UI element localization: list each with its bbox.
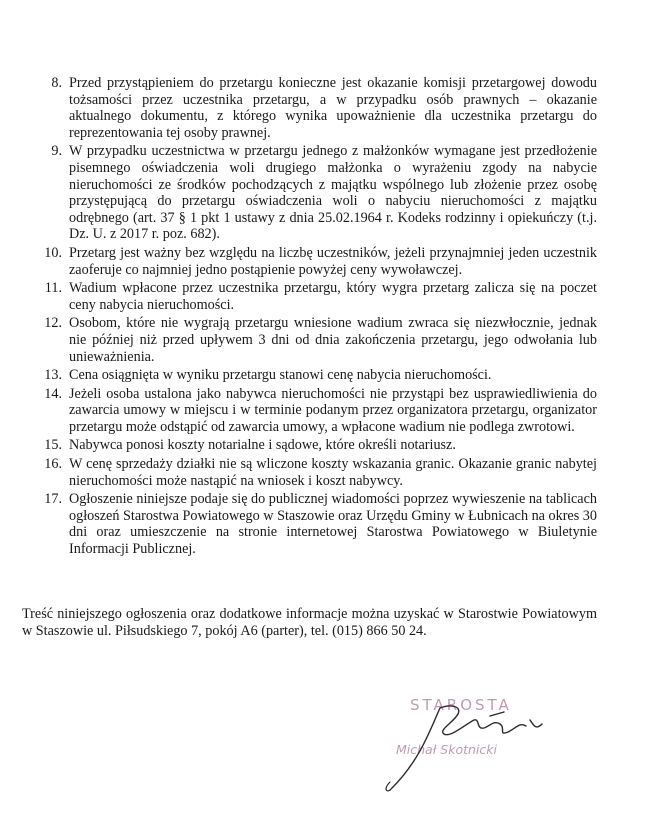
list-item bbox=[22, 75, 597, 141]
list-item bbox=[22, 456, 597, 489]
stamp-name: Michał Skotnicki bbox=[396, 742, 497, 757]
list-item bbox=[22, 367, 597, 384]
item-number: 8. bbox=[51, 75, 62, 91]
handwritten-signature bbox=[370, 690, 580, 800]
stamp-title: STAROSTA bbox=[410, 696, 512, 714]
list-item bbox=[22, 437, 597, 454]
list-item bbox=[22, 491, 597, 557]
official-stamp bbox=[370, 690, 580, 800]
list-item bbox=[22, 245, 597, 278]
contact-info-paragraph: Treść niniejszego ogłoszenia oraz dodatkowe informacje można uzyskać w Starostwie Powiatowym w Staszowie ul. Piłsudskiego 7, pokój A6 (parter), tel. (015) 866 50 24. bbox=[22, 606, 597, 640]
item-number: 13. bbox=[44, 367, 62, 384]
list-item bbox=[22, 386, 597, 436]
item-text: W przypadku uczestnictwa w przetargu jednego z małżonków wymagane jest przedłożenie pisemnego oświadczenia woli drugiego małżonka o wyrażeniu zgody na nabycie nieruchomości ze środków pochodzących z majątku wspólnego lub złożenie przez osobę przystępującą do przetargu oświadczenia woli o nabyciu nieruchomości z majątku odrębnego (art. 37 § 1 pkt 1 ustawy z dnia 25.02.1964 r. Kodeks rodzinny i opiekuńczy (t.j. Dz. U. z 2017 r. poz. 682). bbox=[69, 143, 597, 243]
item-text: Jeżeli osoba ustalona jako nabywca nieruchomości nie przystąpi bez usprawiedliwienia do zawarcia umowy w miejscu i w terminie podanym przez organizatora przetargu, organizator przetargu może odstąpić od zawarcia umowy, a wpłacone wadium nie podlega zwrotowi. bbox=[69, 385, 597, 435]
item-text: Przetarg jest ważny bez względu na liczbę uczestników, jeżeli przynajmniej jeden uczestnik zaoferuje co najmniej jedno postąpienie powyżej ceny wywoławczej. bbox=[69, 244, 597, 278]
item-text: Cena osiągnięta w wyniku przetargu stanowi cenę nabycia nieruchomości. bbox=[69, 367, 492, 384]
item-number: 16. bbox=[44, 456, 62, 473]
list-item bbox=[22, 315, 597, 365]
item-text: W cenę sprzedaży działki nie są wliczone koszty wskazania granic. Okazanie granic nabytej nieruchomości może nastąpić na wniosek i koszt nabywcy. bbox=[69, 456, 597, 489]
item-text: Ogłoszenie niniejsze podaje się do publicznej wiadomości poprzez wywieszenie na tablicach ogłoszeń Starostwa Powiatowego w Staszowie oraz Urzędu Gminy w Łubnicach na okres 30 dni oraz umieszczenie na stronie internetowej Starostwa Powiatowego w Biuletynie Informacji Publicznej. bbox=[69, 491, 597, 558]
item-text: Wadium wpłacone przez uczestnika przetargu, który wygra przetarg zalicza się na poczet ceny nabycia nieruchomości. bbox=[69, 280, 597, 313]
item-number: 15. bbox=[44, 437, 62, 454]
item-number: 10. bbox=[44, 244, 62, 261]
item-number: 14. bbox=[44, 385, 62, 402]
item-number: 9. bbox=[51, 143, 62, 160]
item-text: Nabywca ponosi koszty notarialne i sądowe, które określi notariusz. bbox=[69, 437, 456, 454]
list-item bbox=[22, 143, 597, 243]
list-item bbox=[22, 280, 597, 313]
item-number: 17. bbox=[44, 491, 62, 508]
item-number: 11. bbox=[44, 280, 62, 297]
item-text: Przed przystąpieniem do przetargu konieczne jest okazanie komisji przetargowej dowodu tożsamości przez uczestnika przetargu, a w przypadku osób prawnych – okazanie aktualnego dokumentu, z którego wynika upoważnienie dla uczestnika przetargu do reprezentowania tej osoby prawnej. bbox=[69, 75, 597, 141]
item-number: 12. bbox=[44, 315, 62, 332]
item-text: Osobom, które nie wygrają przetargu wniesione wadium zwraca się niezwłocznie, jednak nie później niż przed upływem 3 dni od dnia zakończenia przetargu, jego odwołania lub unieważnienia. bbox=[69, 315, 597, 365]
conditions-list bbox=[22, 75, 597, 560]
